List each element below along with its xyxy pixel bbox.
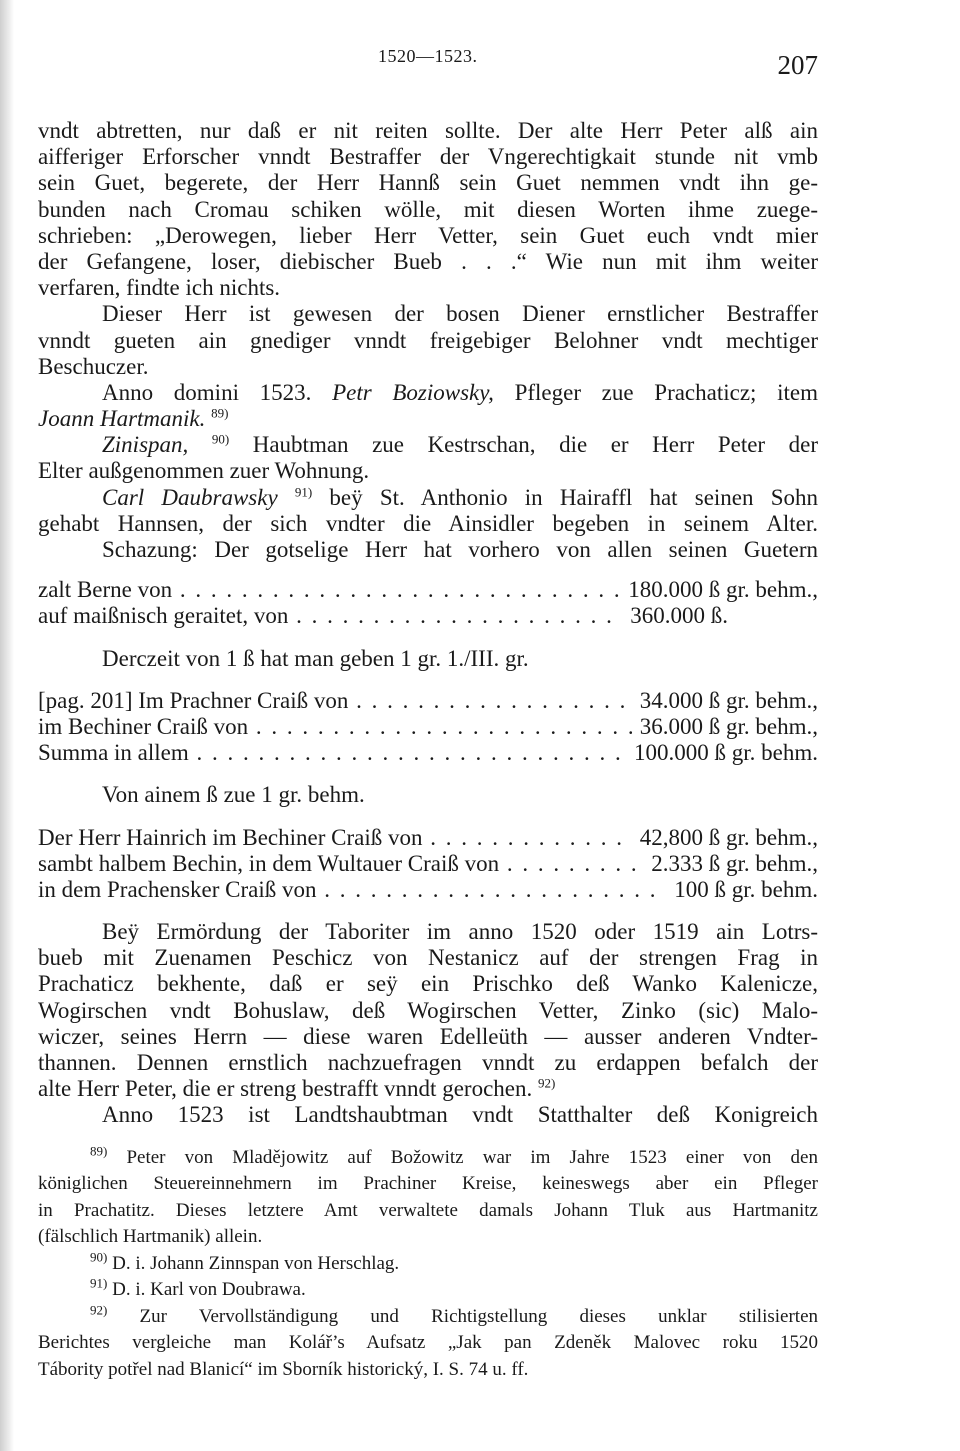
amount-row: zalt Berne von . . . 180.000 ß gr. behm., — [38, 577, 818, 603]
person-name: Zinispan, — [102, 432, 189, 458]
footnote-line: königlichen Steuereinnehmern im Prachiner Kreise, keineswegs aber ein Pfleger — [38, 1173, 818, 1195]
footnote-89: $^{89)}$ Peter von Mladějowitz auf Božowitz war im Jahre 1523 einer von den — [90, 1144, 818, 1168]
carl-line: Carl Daubrawsky $^{91)}$ beÿ St. Anthonio in Hairaffl hat seinen Sohn — [102, 484, 818, 510]
amount-row: [pag. 201] Im Prachner Craiß von . . . 34.000 ß gr. behm., — [38, 688, 818, 714]
text-line: wiczer, seines Herrn — diese waren Edelleüth — ausser anderen Vndter- — [38, 1023, 818, 1049]
text-line: Beÿ Ermördung der Taboriter im anno 1520 oder 1519 ain Lotrs- — [102, 919, 818, 945]
footnote-line: (fälschlich Hartmanik) allein. — [38, 1226, 263, 1248]
footnote-mark: 90) — [90, 1250, 108, 1265]
footnotes — [38, 1145, 818, 1384]
footnote-mark: 91) — [90, 1277, 108, 1291]
page-header — [38, 46, 818, 86]
footnote-mark: 92) — [90, 1303, 108, 1318]
amount-row: im Bechiner Craiß von . . . 36.000 ß gr. behm., — [38, 714, 818, 740]
text-line: Beschuczer. — [38, 353, 149, 379]
footnote-mark: 89) — [90, 1144, 108, 1159]
text-line: verfaren, findte ich nichts. — [38, 275, 281, 301]
text-line: Prachaticz bekhente, daß er seÿ ein Prischko deß Wanko Kalenicze, — [38, 971, 818, 997]
footnote-ref[interactable]: 89) — [211, 406, 229, 421]
text-line: vnndt gueten ain gnediger vnndt freigebiger Belohner vndt mechtiger — [38, 327, 818, 353]
footnote-line: Tábority potřel nad Blanicí“ im Sborník historický, I. S. 74 u. ff. — [38, 1358, 529, 1380]
amount-row: Der Herr Hainrich im Bechiner Craiß von . . . 42,800 ß gr. behm., — [38, 825, 818, 851]
amount-row: sambt halbem Bechin, in dem Wultauer Craiß von . . . 2.333 ß gr. behm., — [38, 851, 818, 877]
footnote-line: Berichtes vergleiche man Kolář’s Aufsatz „Jak pan Zdeněk Malovec roku 1520 — [38, 1332, 818, 1354]
anno-line: Anno domini 1523. Petr Boziowsky, Pfleger zue Prachaticz; item — [102, 379, 818, 405]
text-line: Wogirschen vndt Bohuslaw, deß Wogirschen Vetter, Zinko (sic) Malo- — [38, 997, 818, 1023]
amount-row: auf maißnisch geraitet, von . . . 360.000 ß. — [38, 603, 818, 629]
running-title: 1520—1523. — [378, 46, 478, 66]
page-number: 207 — [777, 50, 818, 80]
person-name: Joann Hartmanik. — [38, 406, 206, 432]
text-line: Elter außgenommen zuer Wohnung. — [38, 458, 370, 484]
footnote-line: in Prachatitz. Dieses letztere Amt verwaltete damals Johann Tluk aus Hartmanitz — [38, 1199, 818, 1221]
footnote-90: $^{90)}$ D. i. Johann Zinnspan von Herschlag. — [90, 1250, 400, 1274]
amount-row: in dem Prachensker Craiß von . . . 100 ß gr. behm. — [38, 877, 818, 903]
text-line: Anno 1523 ist Landtshaubtman vndt Statthalter deß Konigreich — [102, 1102, 818, 1128]
anno-line-2 — [38, 406, 818, 432]
text-line: schrieben: „Derowegen, lieber Herr Vetter, sein Guet euch vndt mier — [38, 222, 818, 248]
text-line: thannen. Dennen ernstlich nachzuefragen vnndt zu erdappen befalch der — [38, 1050, 818, 1075]
footnote-ref[interactable]: 91) — [294, 484, 313, 499]
footnote-92: $^{92)}$ Zur Vervollständigung und Richtigstellung dieses unklar stilisierten — [90, 1303, 818, 1327]
text-line: sein Guet, begerete, der Herr Hannß sein Guet nemmen vndt ihn ge- — [38, 170, 818, 196]
footnote-91: $^{91)}$ D. i. Karl von Doubrawa. — [90, 1277, 306, 1301]
footnote-ref[interactable]: 90) — [211, 432, 230, 447]
main-text — [38, 118, 818, 1383]
footnote-ref[interactable]: 92) — [537, 1076, 556, 1091]
text-line: alte Herr Peter, die er streng bestrafft vnndt gerochen. $^{92)}$ — [38, 1076, 556, 1102]
text-line: der Gefangene, loser, diebischer Bueb . . .“ Wie nun mit ihm weiter — [38, 248, 818, 274]
text-line: gehabt Hannsen, der sich vndter die Ainsidler begeben in seinem Alter. — [38, 510, 818, 536]
text-line: bunden nach Cromau schiken wölle, mit diesen Worten ihme zuege- — [38, 196, 818, 222]
text-line: Dieser Herr ist gewesen der bosen Diener ernstlicher Bestraffer — [102, 301, 818, 327]
person-name: Petr Boziowsky, — [332, 379, 494, 405]
text-line: Von ainem ß zue 1 gr. behm. — [102, 782, 365, 808]
person-name: Carl Daubrawsky — [102, 484, 278, 510]
zinispan-line: Zinispan, $^{90)}$ Haubtman zue Kestrschan, die er Herr Peter der — [102, 432, 818, 458]
amount-row: Summa in allem . . . 100.000 ß gr. behm. — [38, 740, 818, 766]
text-line: aifferiger Erforscher vnndt Bestraffer der Vngerechtigkait stunde nit vmb — [38, 144, 818, 170]
text-line: vndt abtretten, nur daß er nit reiten sollte. Der alte Herr Peter alß ain — [38, 118, 818, 143]
text-line: Derczeit von 1 ß hat man geben 1 gr. 1./III. gr. — [102, 645, 529, 671]
text-line: bueb mit Zuenamen Peschicz von Nestanicz auf der strengen Frag in — [38, 945, 818, 971]
page-edge-shadow — [0, 0, 14, 1451]
text-line: Schazung: Der gotselige Herr hat vorhero von allen seinen Guetern — [102, 537, 818, 562]
